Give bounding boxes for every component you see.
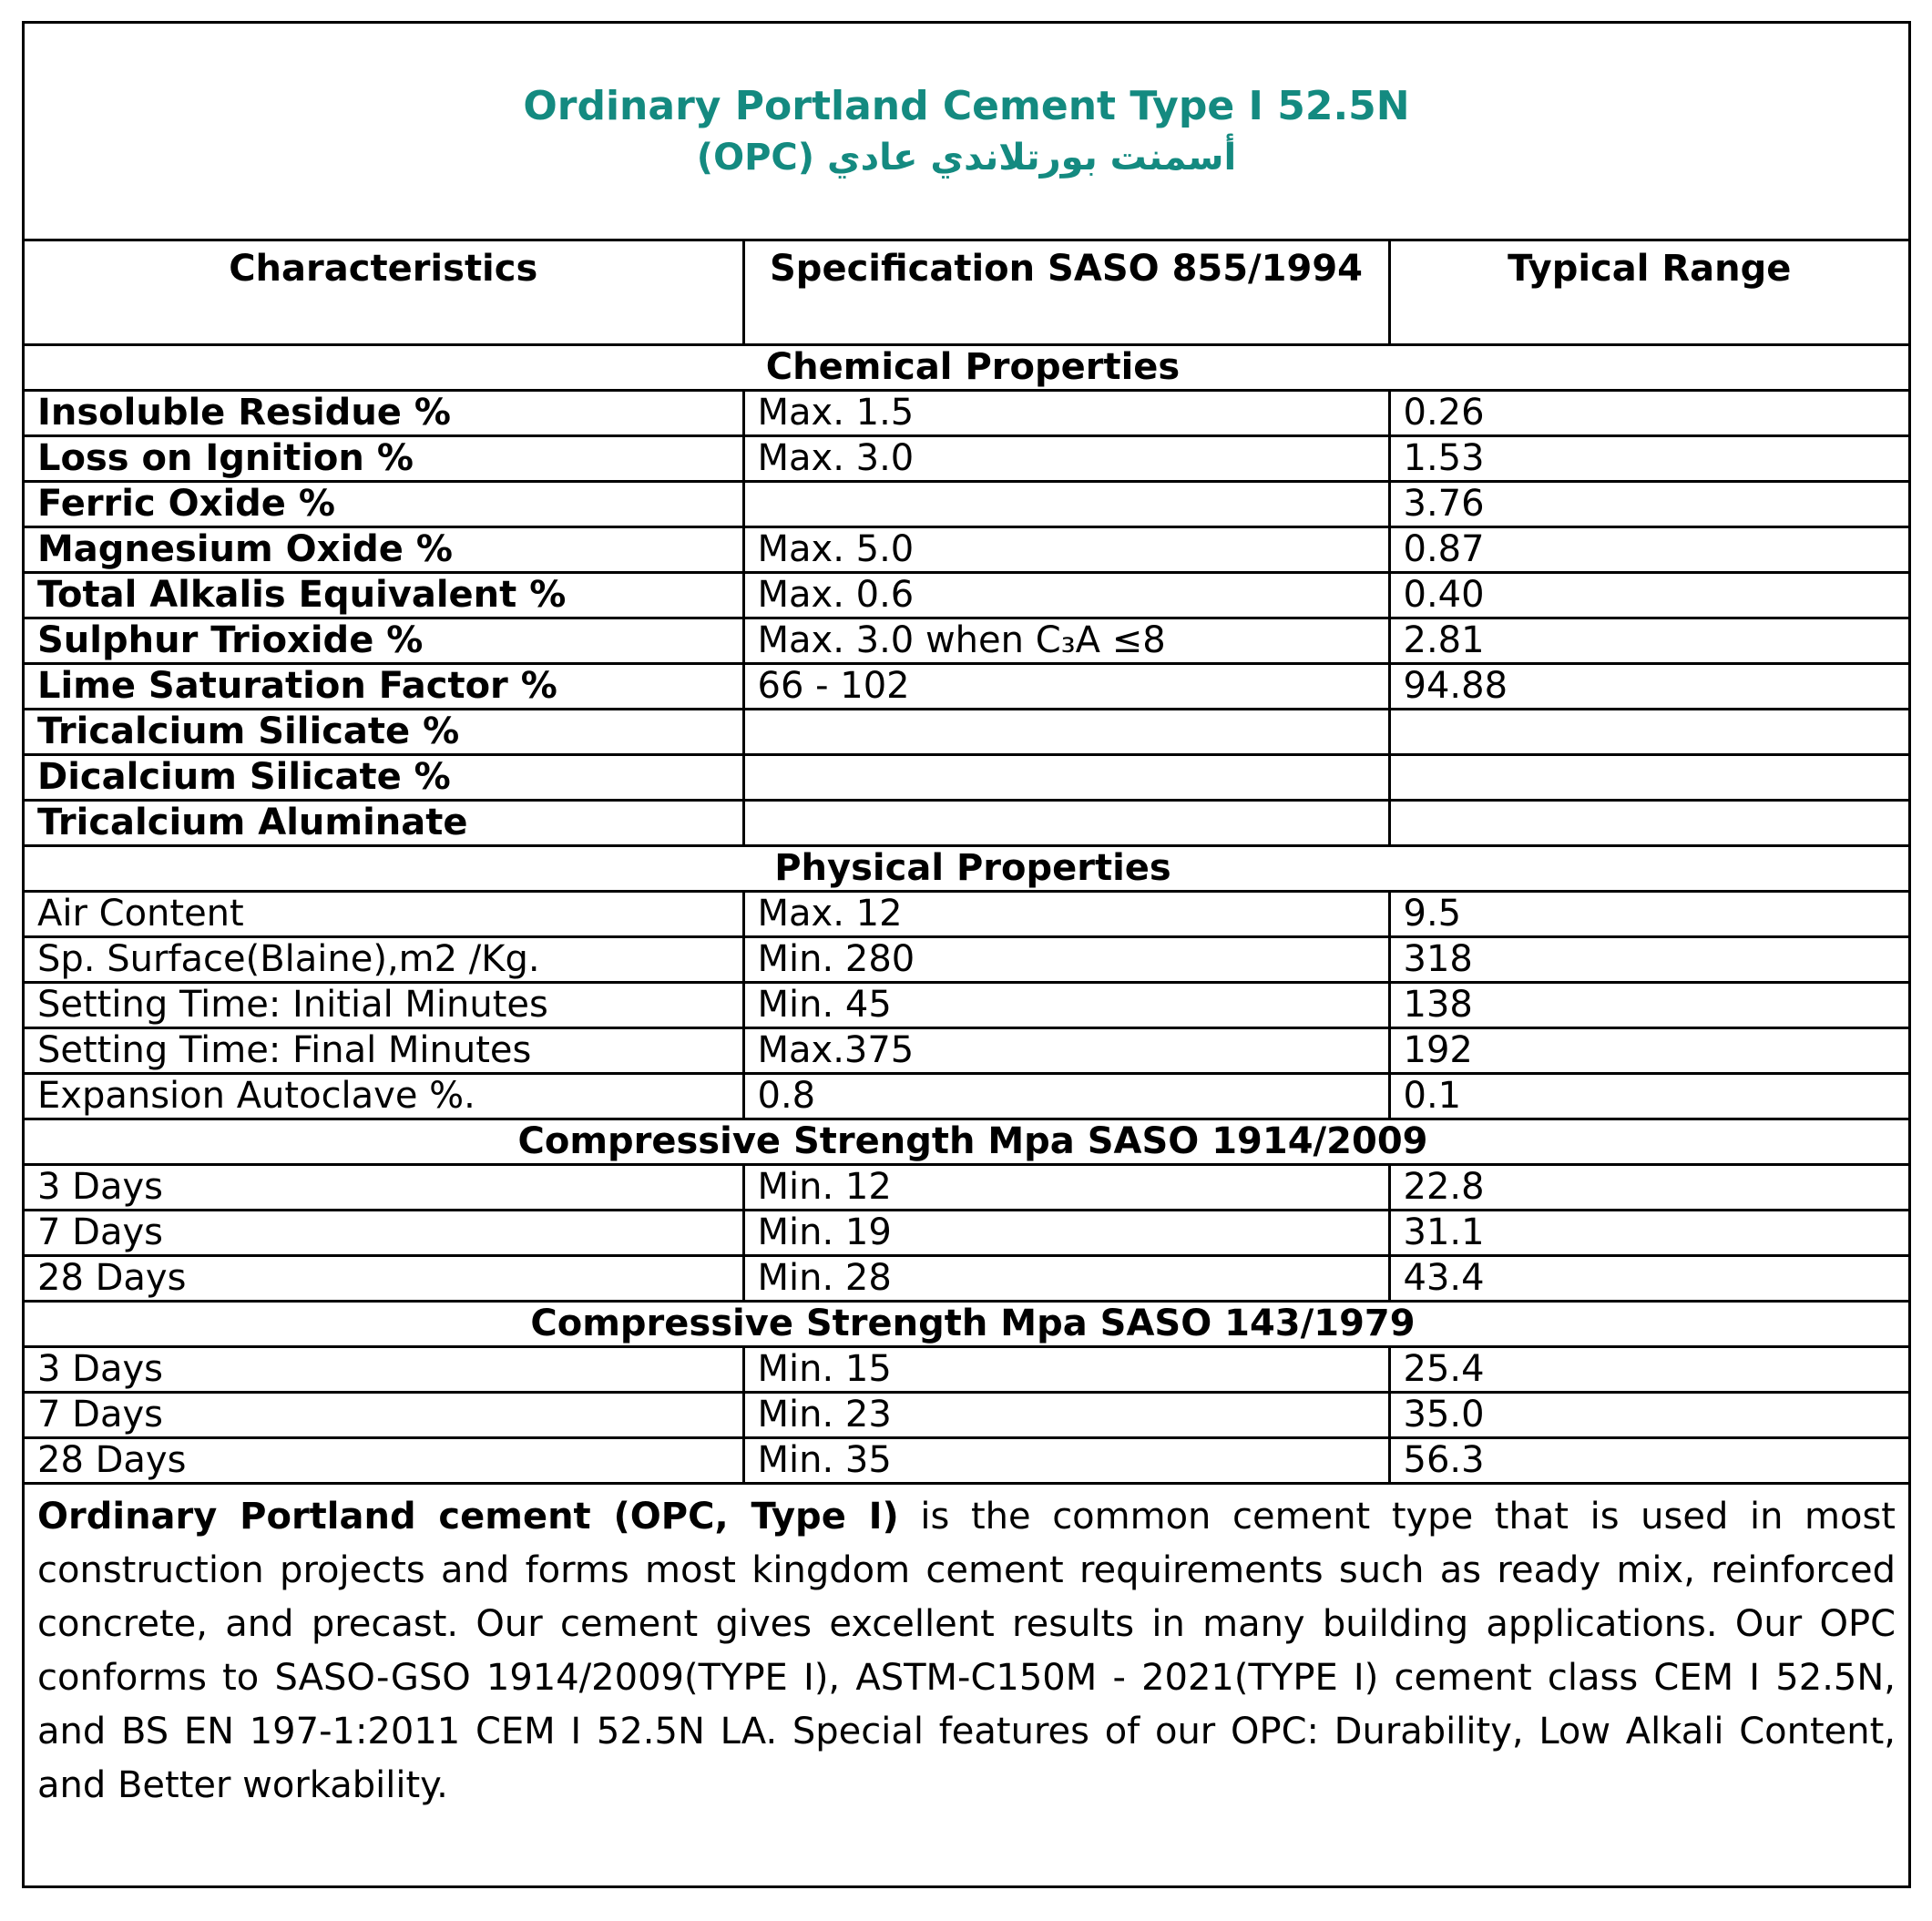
characteristic-cell: 7 Days	[25, 1211, 743, 1256]
characteristic-cell: Dicalcium Silicate %	[25, 755, 743, 801]
table-row	[25, 755, 1908, 801]
column-header-specification: Specification SASO 855/1994	[743, 241, 1389, 345]
section-heading: Compressive Strength Mpa SASO 143/1979	[25, 1302, 1908, 1347]
specification-cell: 0.8	[743, 1074, 1389, 1119]
table-row	[25, 1165, 1908, 1211]
characteristic-cell: Setting Time: Initial Minutes	[25, 983, 743, 1028]
table-row	[25, 937, 1908, 983]
characteristic-cell: 3 Days	[25, 1165, 743, 1211]
specification-cell	[743, 482, 1389, 527]
typical-range-cell: 25.4	[1389, 1347, 1908, 1393]
spec-table	[25, 241, 1908, 1485]
characteristic-cell: Lime Saturation Factor %	[25, 664, 743, 710]
typical-range-cell: 138	[1389, 983, 1908, 1028]
description-text: is the common cement type that is used in most construction projects and forms most kingdom cement requirements such as ready mix, reinforced concrete, and precast. Our cement gives excellent results in many building applications. Our OPC conforms to SASO-GSO 1914/2009(TYPE I), ASTM-C150M - 2021(TYPE I) cement class CEM I 52.5N, and BS EN 197-1:2011 CEM I 52.5N LA. Special features of our OPC: Durability, Low Alkali Content, and Better workability.	[37, 1496, 1896, 1806]
table-row	[25, 391, 1908, 436]
table-row	[25, 664, 1908, 710]
specification-cell: Min. 23	[743, 1393, 1389, 1438]
typical-range-cell: 94.88	[1389, 664, 1908, 710]
table-row	[25, 618, 1908, 664]
spec-sheet	[22, 21, 1911, 1888]
specification-cell: Max.375	[743, 1028, 1389, 1074]
specification-cell: Min. 28	[743, 1256, 1389, 1302]
table-row	[25, 436, 1908, 482]
characteristic-cell: Ferric Oxide %	[25, 482, 743, 527]
typical-range-cell: 0.87	[1389, 527, 1908, 573]
characteristic-cell: Loss on Ignition %	[25, 436, 743, 482]
table-row	[25, 983, 1908, 1028]
specification-cell: Max. 0.6	[743, 573, 1389, 618]
section-heading-row	[25, 846, 1908, 892]
section-heading-row	[25, 1119, 1908, 1165]
typical-range-cell: 192	[1389, 1028, 1908, 1074]
typical-range-cell: 0.1	[1389, 1074, 1908, 1119]
table-row	[25, 482, 1908, 527]
typical-range-cell: 318	[1389, 937, 1908, 983]
characteristic-cell: Setting Time: Final Minutes	[25, 1028, 743, 1074]
typical-range-cell	[1389, 710, 1908, 755]
specification-cell: 66 - 102	[743, 664, 1389, 710]
characteristic-cell: Air Content	[25, 892, 743, 937]
specification-cell	[743, 710, 1389, 755]
table-row	[25, 573, 1908, 618]
typical-range-cell: 22.8	[1389, 1165, 1908, 1211]
typical-range-cell: 1.53	[1389, 436, 1908, 482]
typical-range-cell: 2.81	[1389, 618, 1908, 664]
specification-cell	[743, 801, 1389, 846]
table-row	[25, 710, 1908, 755]
specification-cell: Min. 15	[743, 1347, 1389, 1393]
characteristic-cell: Expansion Autoclave %.	[25, 1074, 743, 1119]
description-paragraph	[25, 1485, 1908, 1813]
title-block	[25, 24, 1908, 241]
section-heading-row	[25, 1302, 1908, 1347]
section-heading-row	[25, 345, 1908, 391]
column-header-characteristics: Characteristics	[25, 241, 743, 345]
specification-cell: Max. 5.0	[743, 527, 1389, 573]
typical-range-cell: 31.1	[1389, 1211, 1908, 1256]
specification-cell: Max. 12	[743, 892, 1389, 937]
specification-cell	[743, 755, 1389, 801]
typical-range-cell	[1389, 755, 1908, 801]
table-row	[25, 1438, 1908, 1484]
section-heading: Chemical Properties	[25, 345, 1908, 391]
section-heading: Compressive Strength Mpa SASO 1914/2009	[25, 1119, 1908, 1165]
characteristic-cell: 28 Days	[25, 1438, 743, 1484]
characteristic-cell: Tricalcium Silicate %	[25, 710, 743, 755]
typical-range-cell: 43.4	[1389, 1256, 1908, 1302]
table-row	[25, 1393, 1908, 1438]
table-row	[25, 1347, 1908, 1393]
specification-cell: Max. 3.0	[743, 436, 1389, 482]
table-row	[25, 1074, 1908, 1119]
table-row	[25, 801, 1908, 846]
table-row	[25, 1028, 1908, 1074]
characteristic-cell: 7 Days	[25, 1393, 743, 1438]
specification-cell: Min. 45	[743, 983, 1389, 1028]
typical-range-cell: 9.5	[1389, 892, 1908, 937]
page-title: Ordinary Portland Cement Type I 52.5N	[523, 83, 1410, 129]
characteristic-cell: 3 Days	[25, 1347, 743, 1393]
column-header-typical-range: Typical Range	[1389, 241, 1908, 345]
characteristic-cell: Sp. Surface(Blaine),m2 /Kg.	[25, 937, 743, 983]
section-heading: Physical Properties	[25, 846, 1908, 892]
characteristic-cell: Magnesium Oxide %	[25, 527, 743, 573]
specification-cell: Min. 19	[743, 1211, 1389, 1256]
characteristic-cell: 28 Days	[25, 1256, 743, 1302]
typical-range-cell: 0.40	[1389, 573, 1908, 618]
specification-cell: Max. 3.0 when C₃A ≤8	[743, 618, 1389, 664]
specification-cell: Min. 280	[743, 937, 1389, 983]
description-lead: Ordinary Portland cement (OPC, Type I)	[37, 1496, 899, 1538]
table-row	[25, 1211, 1908, 1256]
characteristic-cell: Sulphur Trioxide %	[25, 618, 743, 664]
specification-cell: Max. 1.5	[743, 391, 1389, 436]
specification-cell: Min. 35	[743, 1438, 1389, 1484]
page-title-arabic: أسمنت بورتلاندي عادي (OPC)	[696, 137, 1237, 179]
characteristic-cell: Tricalcium Aluminate	[25, 801, 743, 846]
typical-range-cell: 35.0	[1389, 1393, 1908, 1438]
table-row	[25, 527, 1908, 573]
specification-cell: Min. 12	[743, 1165, 1389, 1211]
typical-range-cell: 56.3	[1389, 1438, 1908, 1484]
characteristic-cell: Insoluble Residue %	[25, 391, 743, 436]
table-row	[25, 1256, 1908, 1302]
typical-range-cell: 3.76	[1389, 482, 1908, 527]
typical-range-cell: 0.26	[1389, 391, 1908, 436]
characteristic-cell: Total Alkalis Equivalent %	[25, 573, 743, 618]
typical-range-cell	[1389, 801, 1908, 846]
table-row	[25, 892, 1908, 937]
table-header-row	[25, 241, 1908, 345]
